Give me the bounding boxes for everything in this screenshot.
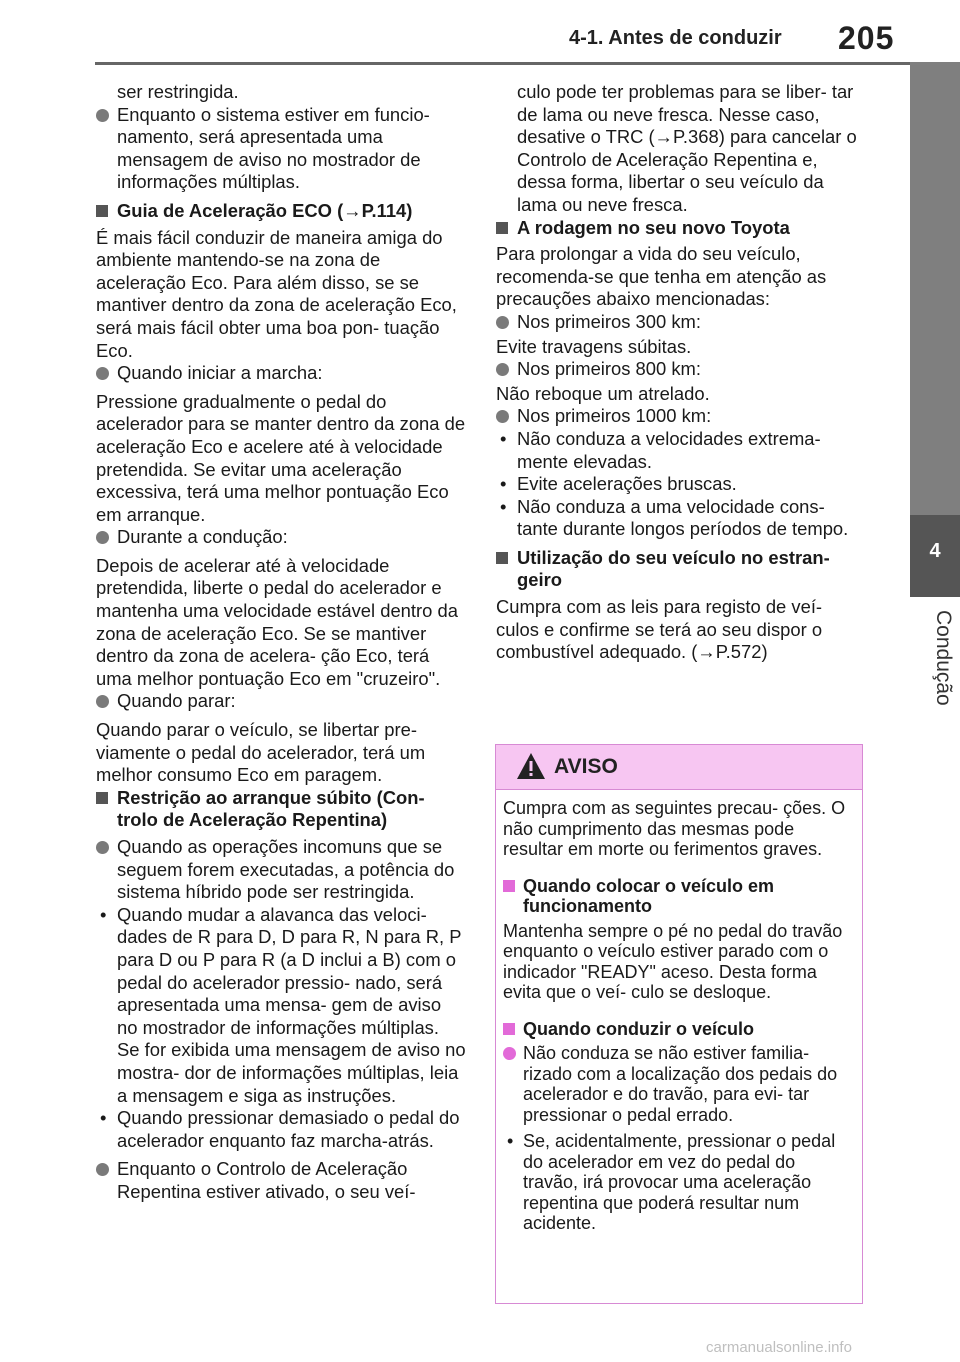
square-bullet-icon bbox=[503, 1023, 515, 1035]
square-bullet-icon bbox=[496, 552, 508, 564]
subheading: A rodagem no seu novo Toyota bbox=[496, 217, 866, 240]
bullet-item: Quando parar: bbox=[96, 690, 466, 713]
side-bar bbox=[910, 62, 960, 515]
chapter-number: 4 bbox=[929, 540, 941, 562]
bullet-icon bbox=[96, 367, 109, 380]
dash-item: • Se, acidentalmente, pressionar o pedal do acelerador em vez do pedal do travão, irá provocar uma aceleração repentina que poderá resultar num acidente. bbox=[507, 1131, 836, 1233]
subheading: Utilização do seu veículo no estran- geiro bbox=[496, 547, 866, 592]
section-title: 4-1. Antes de conduzir bbox=[569, 27, 782, 49]
bullet-item: Nos primeiros 300 km: bbox=[496, 311, 866, 334]
square-bullet-icon bbox=[96, 205, 108, 217]
bullet-icon bbox=[503, 1047, 516, 1060]
dash-item: • Quando pressionar demasiado o pedal do acelerador enquanto faz marcha-atrás. bbox=[100, 1107, 460, 1151]
subheading: Guia de Aceleração ECO (→P.114) bbox=[96, 200, 466, 223]
paragraph: É mais fácil conduzir de maneira amiga do ambiente mantendo-se na zona de aceleração Eco. Para além disso, se se mantiver dentro da zona de aceleração Eco, será mais fácil obter uma boa pon- tuação Eco. bbox=[96, 226, 457, 361]
square-bullet-icon bbox=[496, 222, 508, 234]
paragraph: culo pode ter problemas para se liber- tar de lama ou neve fresca. Nesse caso, desative o TRC (→P.368) para cancelar o Controlo de Aceleração Repentina e, dessa forma, libertar o seu veículo da lama ou neve fresca. bbox=[517, 81, 857, 215]
watermark: carmanualsonline.info bbox=[706, 1339, 852, 1356]
bullet-icon bbox=[496, 363, 509, 376]
warning-box bbox=[495, 744, 863, 1304]
paragraph: Evite travagens súbitas. bbox=[496, 335, 692, 357]
right-column bbox=[496, 81, 866, 664]
subheading: Restrição ao arranque súbito (Con- trolo de Aceleração Repentina) bbox=[96, 787, 466, 832]
paragraph: Cumpra com as leis para registo de veí- culos e confirme se terá ao seu dispor o combustível adequado. (→P.572) bbox=[496, 596, 823, 663]
dash-item: • Não conduza a velocidades extrema- mente elevadas. bbox=[500, 427, 821, 472]
warning-header bbox=[496, 745, 862, 790]
bullet-icon bbox=[96, 695, 109, 708]
warning-body bbox=[496, 790, 862, 1234]
paragraph: Não reboque um atrelado. bbox=[496, 382, 710, 404]
warning-intro: Cumpra com as seguintes precau- ções. O não cumprimento das mesmas pode resultar em morte ou ferimentos graves. bbox=[503, 798, 846, 859]
bullet-item: Nos primeiros 1000 km: bbox=[496, 405, 866, 428]
paragraph: Para prolongar a vida do seu veículo, recomenda-se que tenha em atenção as precauções abaixo mencionadas: bbox=[496, 243, 827, 310]
dash-item: • Não conduza a uma velocidade cons- tante durante longos períodos de tempo. bbox=[500, 495, 849, 540]
paragraph: Mantenha sempre o pé no pedal do travão enquanto o veículo estiver parado com o indicador "READY" aceso. Desta forma evita que o veí- culo se desloque. bbox=[503, 920, 843, 1002]
left-column bbox=[96, 81, 466, 1210]
warning-triangle-icon bbox=[516, 751, 546, 781]
bullet-icon bbox=[96, 109, 109, 122]
bullet-icon bbox=[496, 410, 509, 423]
bullet-icon bbox=[96, 1163, 109, 1176]
warning-title: AVISO bbox=[554, 755, 618, 778]
bullet-item: Enquanto o sistema estiver em funcio- namento, será apresentada uma mensagem de aviso no mostrador de informações múltiplas. bbox=[96, 104, 466, 194]
bullet-item: Quando as operações incomuns que se seguem forem executadas, a potência do sistema híbrido pode ser restringida. bbox=[96, 836, 466, 904]
bullet-icon bbox=[96, 531, 109, 544]
bullet-icon bbox=[96, 841, 109, 854]
dash-item: • Evite acelerações bruscas. bbox=[500, 473, 737, 495]
bullet-item: Quando iniciar a marcha: bbox=[96, 362, 466, 385]
dash-item: • Quando mudar a alavanca das veloci- dades de R para D, D para R, N para R, P para D ou P para R (a D inclui a B) com o pedal do acelerador pressio- nado, será apresentada uma mensa- gem de aviso no mostrador de informações múltiplas. Se for exibida uma mensagem de aviso no mostra- dor de informações múltiplas, leia a mensagem e siga as instruções. bbox=[100, 903, 466, 1106]
warning-subheading: Quando colocar o veículo em funcionamento bbox=[503, 876, 855, 917]
bullet-item: Não conduza se não estiver familia- rizado com a localização dos pedais do acelerador e do travão, para evi- tar pressionar o pedal errado. bbox=[503, 1043, 855, 1125]
paragraph: ser restringida. bbox=[117, 81, 239, 102]
bullet-item: Durante a condução: bbox=[96, 526, 466, 549]
chapter-label: Condução bbox=[932, 610, 955, 706]
square-bullet-icon bbox=[503, 880, 515, 892]
page-number: 205 bbox=[838, 20, 895, 56]
paragraph: Depois de acelerar até à velocidade pretendida, liberte o pedal do acelerador e mantenha uma velocidade estável dentro da zona de aceleração Eco. Se se mantiver dentro da zona de acelera- ção Eco, terá uma melhor pontuação Eco em "cruzeiro". bbox=[96, 554, 458, 689]
bullet-icon bbox=[496, 316, 509, 329]
square-bullet-icon bbox=[96, 792, 108, 804]
paragraph: Pressione gradualmente o pedal do acelerador para se manter dentro da zona de aceleração Eco e acelere até à velocidade pretendida. Se evitar uma aceleração excessiva, terá uma melhor pontuação Eco em arranque. bbox=[96, 390, 466, 525]
header-rule bbox=[95, 62, 960, 65]
warning-subheading: Quando conduzir o veículo bbox=[503, 1019, 855, 1040]
bullet-item: Nos primeiros 800 km: bbox=[496, 358, 866, 381]
paragraph: Quando parar o veículo, se libertar pre- viamente o pedal do acelerador, terá um melhor consumo Eco em paragem. bbox=[96, 719, 426, 786]
bullet-item: Enquanto o Controlo de Aceleração Repentina estiver ativado, o seu veí- bbox=[96, 1158, 466, 1203]
